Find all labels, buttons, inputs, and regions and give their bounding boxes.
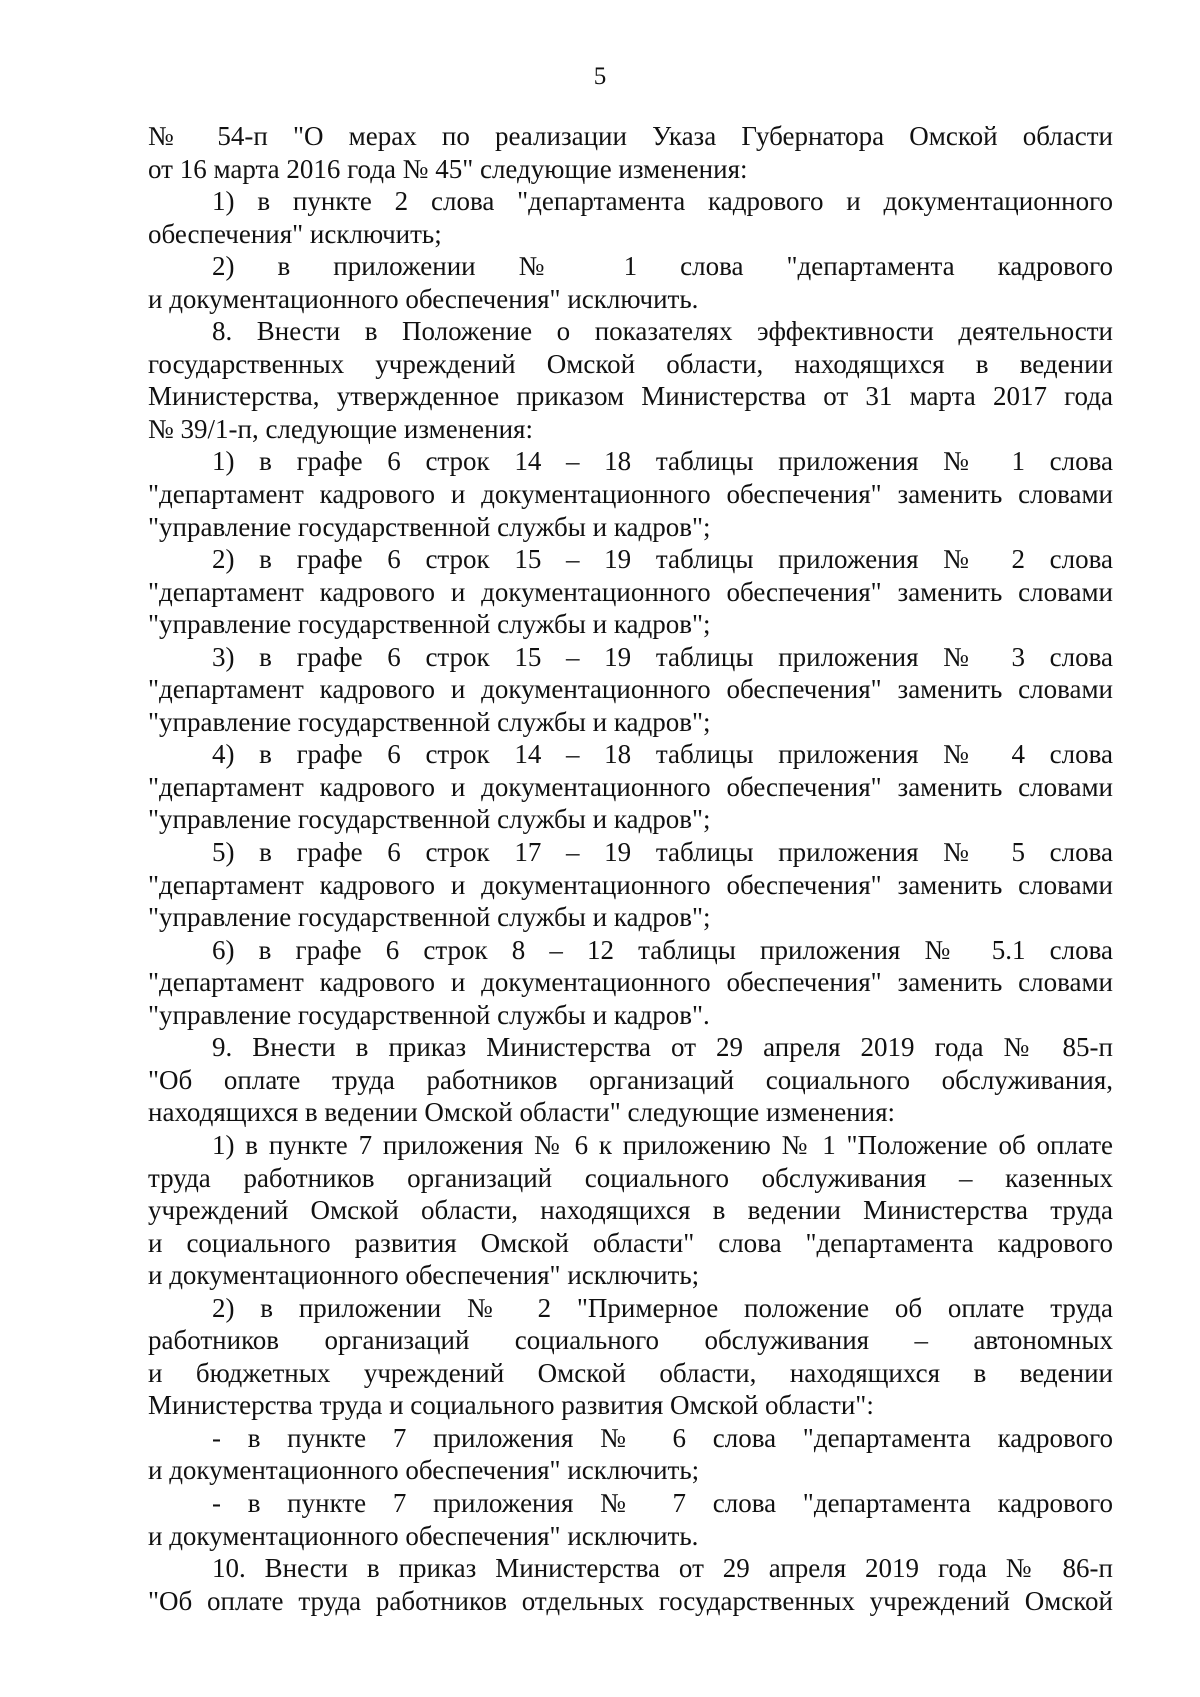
text-line: "департамент кадрового и документационного обеспечения" заменить словами bbox=[148, 967, 1113, 998]
text-line: 1) в графе 6 строк 14 – 18 таблицы приложения № 1 слова bbox=[212, 446, 1113, 477]
text-line: 1) в пункте 2 слова "департамента кадрового и документационного bbox=[212, 186, 1113, 217]
text-line: учреждений Омской области, находящихся в ведении Министерства труда bbox=[148, 1195, 1113, 1226]
text-line: 10. Внести в приказ Министерства от 29 апреля 2019 года № 86-п bbox=[212, 1553, 1113, 1584]
text-line: "департамент кадрового и документационного обеспечения" заменить словами bbox=[148, 479, 1113, 510]
text-line: 1) в пункте 7 приложения № 6 к приложению № 1 "Положение об оплате bbox=[212, 1129, 1113, 1160]
text-line: "управление государственной службы и кадров"; bbox=[148, 609, 711, 640]
text-line: и бюджетных учреждений Омской области, находящихся в ведении bbox=[148, 1357, 1113, 1388]
text-line: государственных учреждений Омской области, находящихся в ведении bbox=[148, 348, 1113, 379]
text-line: 2) в графе 6 строк 15 – 19 таблицы приложения № 2 слова bbox=[212, 544, 1113, 575]
text-line: 8. Внести в Положение о показателях эффективности деятельности bbox=[212, 316, 1113, 347]
text-line: 2) в приложении № 1 слова "департамента кадрового bbox=[212, 251, 1113, 282]
text-line: № 39/1-п, следующие изменения: bbox=[148, 413, 533, 444]
text-line: обеспечения" исключить; bbox=[148, 218, 442, 249]
text-line: "департамент кадрового и документационного обеспечения" заменить словами bbox=[148, 576, 1113, 607]
text-line: "департамент кадрового и документационного обеспечения" заменить словами bbox=[148, 771, 1113, 802]
text-line: 6) в графе 6 строк 8 – 12 таблицы приложения № 5.1 слова bbox=[212, 934, 1113, 965]
text-line: "департамент кадрового и документационного обеспечения" заменить словами bbox=[148, 674, 1113, 705]
text-line: "управление государственной службы и кадров". bbox=[148, 999, 710, 1030]
text-line: находящихся в ведении Омской области" следующие изменения: bbox=[148, 1097, 895, 1128]
text-line: и документационного обеспечения" исключить. bbox=[148, 1520, 699, 1551]
text-line: 5) в графе 6 строк 17 – 19 таблицы приложения № 5 слова bbox=[212, 837, 1113, 868]
text-line: "Об оплате труда работников организаций социального обслуживания, bbox=[148, 1064, 1113, 1095]
text-line: 3) в графе 6 строк 15 – 19 таблицы приложения № 3 слова bbox=[212, 641, 1113, 672]
text-line: труда работников организаций социального обслуживания – казенных bbox=[148, 1162, 1113, 1193]
text-line: 2) в приложении № 2 "Примерное положение об оплате труда bbox=[212, 1292, 1113, 1323]
text-line: "Об оплате труда работников отдельных государственных учреждений Омской bbox=[148, 1585, 1113, 1616]
text-line: "управление государственной службы и кадров"; bbox=[148, 706, 711, 737]
text-line: от 16 марта 2016 года № 45" следующие изменения: bbox=[148, 153, 748, 184]
text-line: "департамент кадрового и документационного обеспечения" заменить словами bbox=[148, 869, 1113, 900]
text-line: Министерства, утвержденное приказом Министерства от 31 марта 2017 года bbox=[148, 381, 1113, 412]
text-line: и социального развития Омской области" слова "департамента кадрового bbox=[148, 1227, 1113, 1258]
text-line: и документационного обеспечения" исключить; bbox=[148, 1260, 700, 1291]
text-line: "управление государственной службы и кадров"; bbox=[148, 804, 711, 835]
page-number: 5 bbox=[593, 63, 607, 90]
text-line: и документационного обеспечения" исключить. bbox=[148, 283, 699, 314]
text-line: - в пункте 7 приложения № 7 слова "департамента кадрового bbox=[212, 1487, 1113, 1518]
text-line: 9. Внести в приказ Министерства от 29 апреля 2019 года № 85-п bbox=[212, 1032, 1113, 1063]
document-body bbox=[148, 120, 1113, 1617]
text-line: "управление государственной службы и кадров"; bbox=[148, 511, 711, 542]
text-line: - в пункте 7 приложения № 6 слова "департамента кадрового bbox=[212, 1422, 1113, 1453]
text-line: 4) в графе 6 строк 14 – 18 таблицы приложения № 4 слова bbox=[212, 739, 1113, 770]
text-line: работников организаций социального обслуживания – автономных bbox=[148, 1325, 1113, 1356]
text-line: № 54-п "О мерах по реализации Указа Губернатора Омской области bbox=[148, 121, 1113, 151]
text-line: "управление государственной службы и кадров"; bbox=[148, 902, 711, 933]
text-line: и документационного обеспечения" исключить; bbox=[148, 1455, 700, 1486]
text-line: Министерства труда и социального развития Омской области": bbox=[148, 1390, 874, 1421]
